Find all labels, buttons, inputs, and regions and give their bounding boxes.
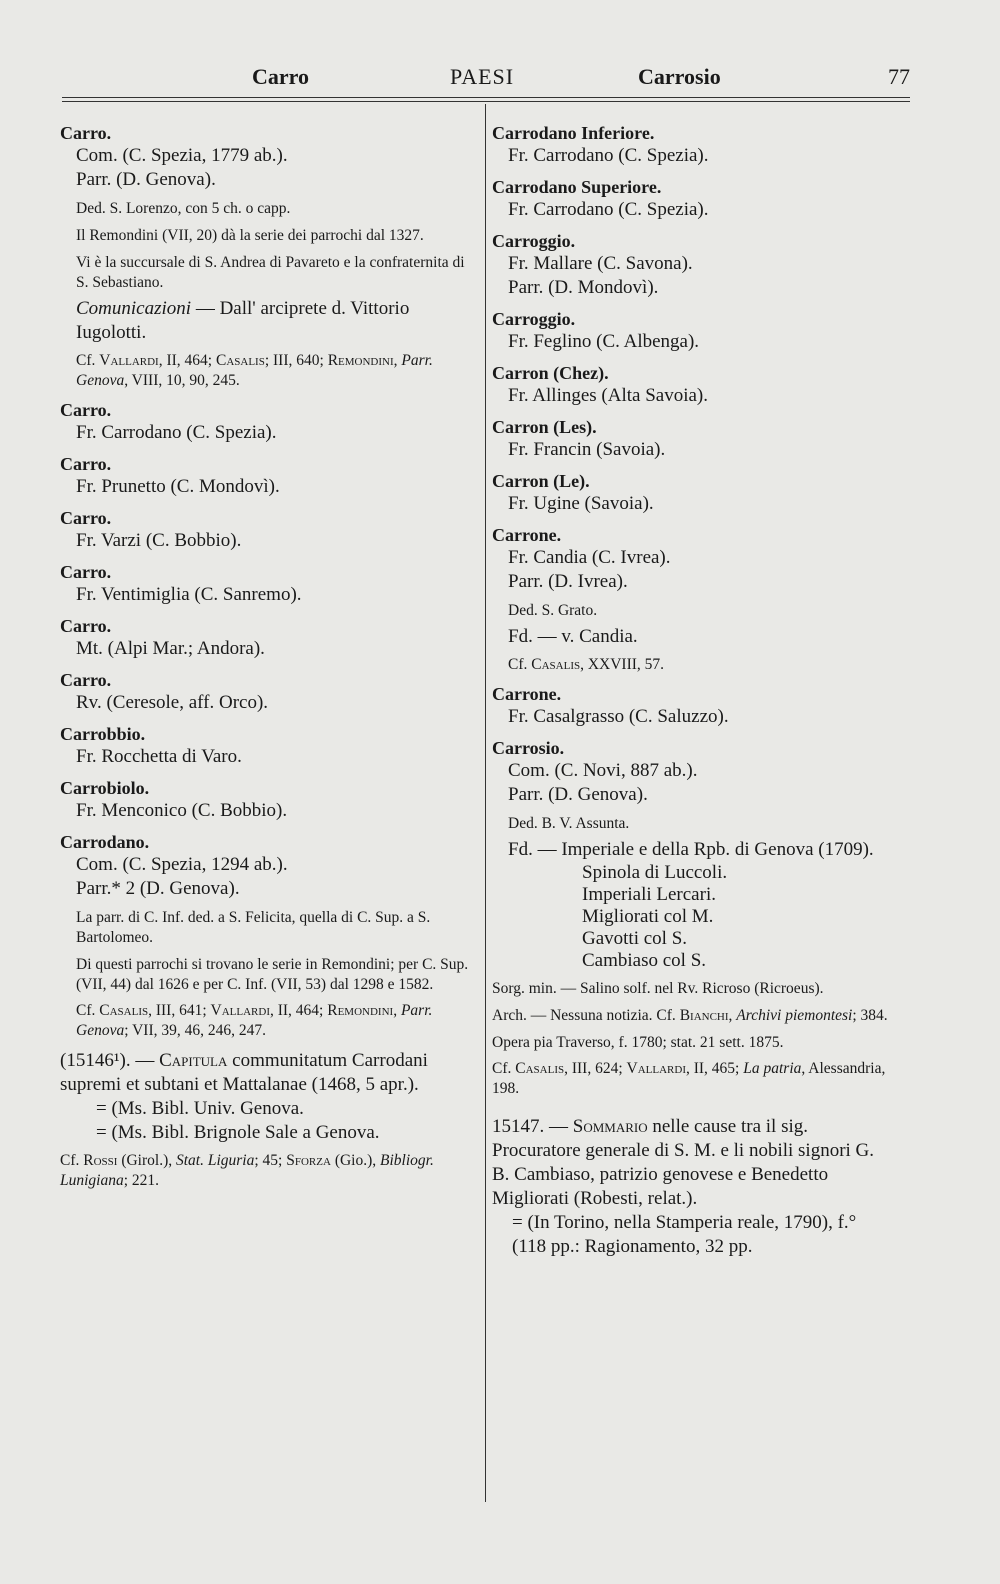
ref-text: Arch. — Nessuna notizia. Cf. bbox=[492, 1007, 680, 1024]
ref-text: , III, 624; bbox=[564, 1060, 627, 1077]
entry-line: Com. (C. Spezia, 1294 ab.). bbox=[76, 854, 288, 875]
entry-headword: Carron (Chez). bbox=[492, 363, 609, 383]
entry-note: Opera pia Traverso, f. 1780; stat. 21 sett. 1875. bbox=[492, 1034, 784, 1051]
entry-line: Fr. Casalgrasso (C. Saluzzo). bbox=[508, 706, 729, 727]
entry-headword: Carrodano Superiore. bbox=[492, 177, 662, 197]
ref-text: Cf. bbox=[508, 656, 532, 673]
entry-carrobiolo bbox=[60, 777, 470, 823]
ref-text: ; 45; bbox=[254, 1152, 287, 1169]
entry-carro-6 bbox=[60, 615, 470, 661]
entry-carron-les bbox=[492, 416, 892, 462]
ref-text: Cf. bbox=[60, 1152, 84, 1169]
entry-line: Fr. Carrodano (C. Spezia). bbox=[508, 199, 709, 220]
record-holding: = (In Torino, nella Stamperia reale, 1790), f.° (118 pp.: Ragionamento, 32 pp. bbox=[512, 1212, 857, 1257]
entry-line: Fr. Ventimiglia (C. Sanremo). bbox=[76, 584, 302, 605]
ref-text: Cf. bbox=[76, 1002, 100, 1019]
feudatario-name: Imperiali Lercari. bbox=[582, 884, 716, 905]
column-divider bbox=[485, 104, 486, 1502]
entry-line: Fr. Mallare (C. Savona). bbox=[508, 253, 693, 274]
record-title: Capitula bbox=[159, 1050, 228, 1071]
ref-text: ; 384. bbox=[852, 1007, 888, 1024]
ref-author: Rossi bbox=[83, 1152, 118, 1169]
feudatario-name: Spinola di Luccoli. bbox=[582, 862, 728, 883]
ref-text: ; III, 640; bbox=[264, 352, 328, 369]
record-number: (15146¹). bbox=[60, 1050, 131, 1071]
entry-line: Parr.* 2 (D. Genova). bbox=[76, 878, 240, 899]
entry-headword: Carrodano Inferiore. bbox=[492, 123, 655, 143]
ref-author: Vallardi bbox=[99, 352, 159, 369]
ref-author: Bianchi bbox=[679, 1007, 729, 1024]
entry-headword: Carrobiolo. bbox=[60, 778, 150, 798]
communication-label: Comunicazioni bbox=[76, 298, 192, 319]
entry-line: Parr. (D. Mondovì). bbox=[508, 277, 659, 298]
header-right-word: Carrosio bbox=[638, 64, 721, 89]
entry-carro-2 bbox=[60, 399, 470, 445]
header-section-title: PAESI bbox=[450, 64, 515, 89]
entry-headword: Carro. bbox=[60, 670, 112, 690]
ref-author: Vallardi bbox=[626, 1060, 686, 1077]
ref-text: , bbox=[393, 352, 402, 369]
entry-headword: Carron (Le). bbox=[492, 471, 590, 491]
entry-headword: Carrone. bbox=[492, 684, 562, 704]
entry-headword: Carro. bbox=[60, 454, 112, 474]
entry-carron-chez bbox=[492, 362, 892, 408]
entry-note: Sorg. min. — Salino solf. nel Rv. Ricroso (Ricroeus). bbox=[492, 980, 824, 997]
ref-text: Cf. bbox=[492, 1060, 516, 1077]
ref-text: , XXVIII, 57. bbox=[580, 656, 665, 673]
entry-line: Parr. (D. Genova). bbox=[76, 169, 216, 190]
entry-carro-7 bbox=[60, 669, 470, 715]
entry-line: Fd. — Imperiale e della Rpb. di Genova (1709). bbox=[508, 839, 874, 860]
entry-headword: Carro. bbox=[60, 123, 112, 143]
entry-carron-le bbox=[492, 470, 892, 516]
entry-line: Fr. Carrodano (C. Spezia). bbox=[508, 145, 709, 166]
ref-title: Parr. Genova bbox=[76, 1002, 433, 1039]
entry-carro-5 bbox=[60, 561, 470, 607]
entry-line: Fr. Menconico (C. Bobbio). bbox=[76, 800, 288, 821]
entry-carrodano-inferiore bbox=[492, 122, 892, 168]
feudatari-list bbox=[492, 862, 892, 972]
ref-text: (Gio.), bbox=[330, 1152, 381, 1169]
entry-line: Fr. Feglino (C. Albenga). bbox=[508, 331, 700, 352]
entry-note: Ded. S. Lorenzo, con 5 ch. o capp. bbox=[76, 200, 291, 217]
entry-carroggio-1 bbox=[492, 230, 892, 300]
ref-author: Casalis bbox=[515, 1060, 565, 1077]
entry-15147 bbox=[492, 1115, 892, 1259]
entry-line: Fr. Ugine (Savoia). bbox=[508, 493, 654, 514]
header-left-word: Carro bbox=[252, 64, 310, 89]
ref-text: , bbox=[728, 1007, 737, 1024]
communication-text: — Dall' arciprete d. Vittorio Iugolotti. bbox=[76, 298, 410, 343]
entry-headword: Carro. bbox=[60, 400, 112, 420]
ref-text: , II, 464; bbox=[158, 352, 216, 369]
entry-note: Ded. S. Grato. bbox=[508, 602, 598, 619]
entry-headword: Carron (Les). bbox=[492, 417, 597, 437]
entry-carrodano bbox=[60, 831, 470, 1041]
entry-line: Mt. (Alpi Mar.; Andora). bbox=[76, 638, 265, 659]
ref-text: , II, 465; bbox=[685, 1060, 744, 1077]
ref-text: (Girol.), bbox=[117, 1152, 176, 1169]
entry-line: Com. (C. Novi, 887 ab.). bbox=[508, 760, 698, 781]
entry-15146-1 bbox=[60, 1049, 470, 1191]
page-number: 77 bbox=[888, 64, 910, 89]
entry-carrone-1 bbox=[492, 524, 892, 675]
entry-line: Parr. (D. Ivrea). bbox=[508, 571, 628, 592]
header-rule bbox=[62, 97, 910, 98]
record-title: Sommario bbox=[572, 1116, 648, 1137]
feudatario-name: Gavotti col S. bbox=[582, 928, 688, 949]
feudatario-name: Cambiaso col S. bbox=[582, 950, 707, 971]
ref-title: Archivi piemontesi bbox=[736, 1007, 853, 1024]
ref-text: , VIII, 10, 90, 245. bbox=[124, 372, 240, 389]
ref-text: , Alessandria, 198. bbox=[492, 1060, 886, 1097]
entry-headword: Carrodano. bbox=[60, 832, 150, 852]
entry-line: Parr. (D. Genova). bbox=[508, 784, 648, 805]
entry-carro-1 bbox=[60, 122, 470, 391]
ref-text: ; VII, 39, 46, 246, 247. bbox=[124, 1022, 266, 1039]
entry-line: Fd. — v. Candia. bbox=[508, 626, 638, 647]
entry-communication bbox=[60, 297, 470, 345]
entry-line: Fr. Varzi (C. Bobbio). bbox=[76, 530, 242, 551]
ref-author: Casalis bbox=[215, 352, 265, 369]
header-rule-second bbox=[62, 101, 910, 102]
ref-text: Cf. bbox=[76, 352, 100, 369]
entry-carro-3 bbox=[60, 453, 470, 499]
entry-line: Fr. Allinges (Alta Savoia). bbox=[508, 385, 709, 406]
entry-carroggio-2 bbox=[492, 308, 892, 354]
entry-line: Fr. Rocchetta di Varo. bbox=[76, 746, 242, 767]
ref-title: Stat. Liguria bbox=[175, 1152, 255, 1169]
entry-carrosio bbox=[492, 737, 892, 1099]
feudatario-name: Migliorati col M. bbox=[582, 906, 714, 927]
record-holding: = (Ms. Bibl. Brignole Sale a Genova. bbox=[96, 1122, 380, 1143]
entry-headword: Carro. bbox=[60, 562, 112, 582]
entry-carrobbio bbox=[60, 723, 470, 769]
numbered-record bbox=[60, 1049, 470, 1097]
entry-headword: Carro. bbox=[60, 508, 112, 528]
entry-note: Vi è la succursale di S. Andrea di Pavareto e la confraternita di S. Sebastiano. bbox=[76, 254, 465, 291]
entry-carrodano-superiore bbox=[492, 176, 892, 222]
entry-reference bbox=[492, 655, 892, 675]
entry-headword: Carrone. bbox=[492, 525, 562, 545]
ref-author: Casalis bbox=[531, 656, 581, 673]
record-dash: — bbox=[544, 1116, 573, 1137]
entry-reference bbox=[492, 1059, 892, 1099]
entry-reference bbox=[60, 351, 470, 391]
entry-note bbox=[492, 1006, 892, 1026]
record-text: nelle cause tra il sig. Procuratore generale di S. M. e li nobili signori G. B. Cambiaso, patrizio genovese e Benedetto Migliorati (Robesti, relat.). bbox=[492, 1116, 875, 1209]
right-column bbox=[492, 122, 892, 1267]
entry-line: Fr. Candia (C. Ivrea). bbox=[508, 547, 671, 568]
entry-line: Fr. Carrodano (C. Spezia). bbox=[76, 422, 277, 443]
numbered-record bbox=[492, 1115, 892, 1211]
entry-note: La parr. di C. Inf. ded. a S. Felicita, quella di C. Sup. a S. Bartolomeo. bbox=[76, 909, 431, 946]
entry-line: Fr. Prunetto (C. Mondovì). bbox=[76, 476, 280, 497]
ref-author: Sforza bbox=[286, 1152, 331, 1169]
entry-carrone-2 bbox=[492, 683, 892, 729]
entry-line: Com. (C. Spezia, 1779 ab.). bbox=[76, 145, 288, 166]
record-dash: — bbox=[130, 1050, 160, 1071]
entry-note: Il Remondini (VII, 20) dà la serie dei parrochi dal 1327. bbox=[76, 227, 424, 244]
record-number: 15147. bbox=[492, 1116, 545, 1137]
ref-author: Remondini bbox=[327, 1002, 394, 1019]
ref-text: , II, 464; bbox=[269, 1002, 328, 1019]
entry-headword: Carroggio. bbox=[492, 309, 576, 329]
ref-title: Parr. Genova bbox=[76, 352, 433, 389]
entry-line: Fr. Francin (Savoia). bbox=[508, 439, 666, 460]
page-header bbox=[62, 64, 910, 104]
ref-title: La patria bbox=[743, 1060, 802, 1077]
ref-title: Bibliogr. Lunigiana bbox=[60, 1152, 434, 1189]
ref-author: Casalis bbox=[99, 1002, 149, 1019]
entry-line: Rv. (Ceresole, aff. Orco). bbox=[76, 692, 269, 713]
ref-text: , III, 641; bbox=[148, 1002, 211, 1019]
entry-note: Ded. B. V. Assunta. bbox=[508, 815, 630, 832]
left-column bbox=[60, 122, 470, 1199]
entry-headword: Carroggio. bbox=[492, 231, 576, 251]
record-holding: = (Ms. Bibl. Univ. Genova. bbox=[96, 1098, 304, 1119]
entry-carro-4 bbox=[60, 507, 470, 553]
record-text: communitatum Carrodani supremi et subtani et Mattalanae (1468, 5 apr.). bbox=[60, 1050, 428, 1095]
entry-reference bbox=[60, 1001, 470, 1041]
entry-headword: Carrobbio. bbox=[60, 724, 146, 744]
ref-text: ; 221. bbox=[123, 1172, 160, 1189]
entry-headword: Carrosio. bbox=[492, 738, 565, 758]
entry-reference bbox=[60, 1151, 470, 1191]
ref-text: , bbox=[393, 1002, 401, 1019]
entry-note: Di questi parrochi si trovano le serie in Remondini; per C. Sup. (VII, 44) dal 1626 e per C. Inf. (VII, 53) dal 1298 e 1582. bbox=[76, 956, 469, 993]
ref-author: Remondini bbox=[327, 352, 394, 369]
ref-author: Vallardi bbox=[210, 1002, 270, 1019]
entry-headword: Carro. bbox=[60, 616, 112, 636]
